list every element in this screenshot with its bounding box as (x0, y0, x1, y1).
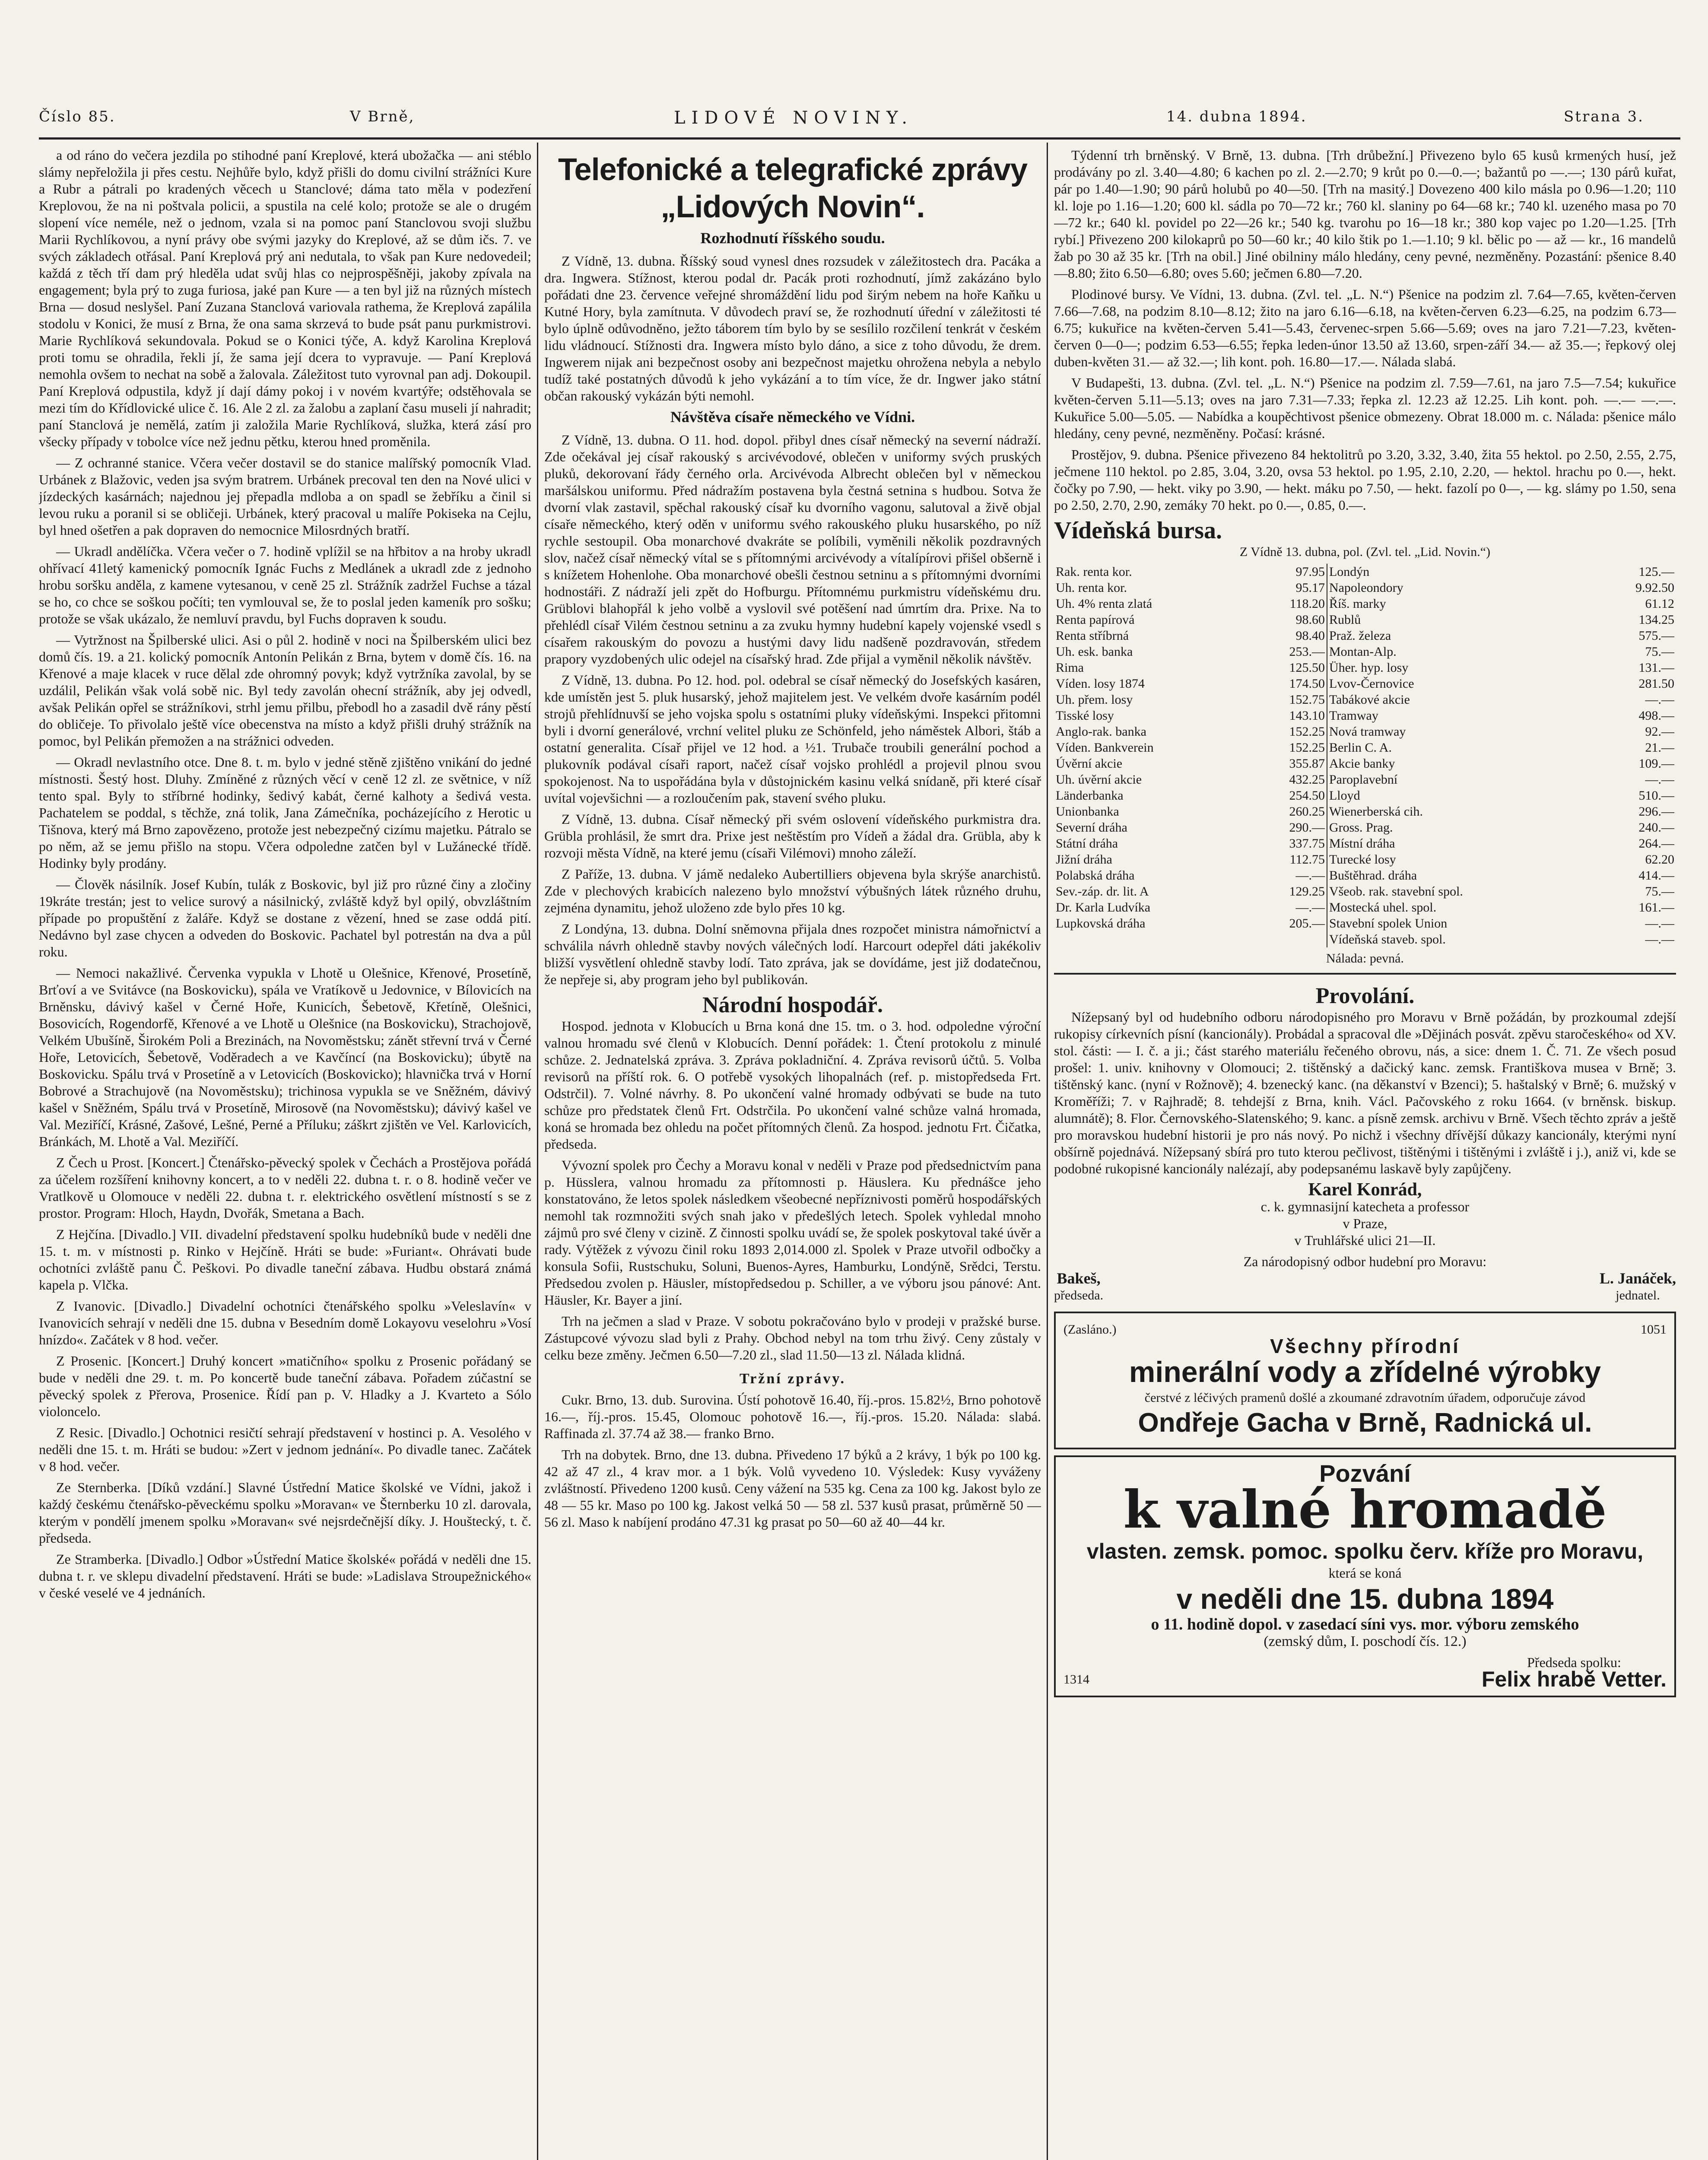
security-name: Stavební spolek Union (1329, 916, 1448, 931)
advert-label: (Zasláno.) (1064, 1322, 1117, 1337)
security-name: Montan-Alp. (1329, 645, 1397, 659)
table-row (1054, 915, 1676, 931)
table-row (1054, 851, 1676, 867)
security-price: 98.60 (1251, 612, 1327, 628)
table-row (1054, 931, 1676, 947)
table-row (1054, 612, 1676, 628)
security-price: 290.— (1251, 820, 1327, 835)
security-name: Tramway (1329, 708, 1378, 723)
security-price: 498.— (1638, 708, 1674, 723)
security-price: 264.— (1638, 836, 1674, 851)
article-paragraph: Plodinové bursy. Ve Vídni, 13. dubna. (Zvl. tel. „L. N.“) Pšenice na podzim zl. 7.64—7.65, květen-červen 7.66—7.68, na podzim 8.10—8.12; žito na jaro 6.16—6.18, na květen-červen 6.23—6.25, na podzim 6.73—6.75; kukuřice na květen-červen 5.41—5.43, červenec-srpen 5.66—5.69; oves na jaro 7.21—7.23, květen-červen 0—0—; podzim 6.53—6.55; řepka leden-únor 13.50 až 13.60, srpen-září 34.— až 35.—; řepkový olej duben-květen 31.— až 32.—; lih kont. poh. 16.80—17.—. Nálada slabá. (1054, 286, 1676, 369)
article-paragraph: Z Paříže, 13. dubna. V jámě nedaleko Aubertilliers objevena byla skrýše anarchistů. Zde v plechových krabicích nalezeno bylo množství výbušných látek různého druhu, zejména dynamitu, jehož uloženo zde bylo přes 10 kg. (544, 866, 1041, 915)
table-row (1054, 756, 1676, 772)
signature-role: c. k. gymnasijní katecheta a professor (1260, 1199, 1470, 1214)
article-paragraph: Z Ivanovic. [Divadlo.] Divadelní ochotníci čtenářského spolku »Veleslavín« v Ivanovicích sehrají v neděli dne 15. dubna v Besedním domě Lokayovu veselohru »Vosí hnízdo«. Začátek v 8 hod. večer. (39, 1298, 531, 1347)
article-paragraph: Z Prosenic. [Koncert.] Druhý koncert »matičního« spolku z Prosenic pořádaný se bude v neděli dne 29. t. m. Po koncertě bude taneční zábava. Pořadem zúčastní se pěvecký spolek z Přerova, Prosenice. Řídí pan p. V. Hladky a J. Kvarteto a Sólo violoncelo. (39, 1353, 531, 1419)
security-name: Turecké losy (1329, 852, 1396, 867)
article-paragraph: Z Resic. [Divadlo.] Ochotnici resičtí sehrají představení v hostinci p. A. Vesolého v neděli dne 15. t. m. Hráti se budou: »Zert v jednom jednání«. Po divadle tanec. Začátek v 8 hod. večer. (39, 1425, 531, 1474)
table-row (1054, 692, 1676, 708)
table-row (1054, 724, 1676, 740)
article-paragraph: — Nemoci nakažlivé. Červenka vypukla v Lhotě u Olešnice, Křenové, Prosetíně, Brťoví a ve Svitávce (na Boskovicku), spála ve Vratíkově u Jedovnice, v Bílovicích na Brněnsku, dávivý kašel v Černé Hoře, Kunicích, Šebetově, Křetíně, Olešnici, Bosovicích, Rogendorfě, Křenové a ve Lhotě u Olešnice (na Boskovicku), Strachojově, Velkém Ubušíně, Širokém Poli a Brezinách, na Novoměstsku; zánět střevní trvá v Černé Hoře, Letovicích, Šebetově, Voděradech a ve Kavčíncí (na Boskovicku); úbytě na Boskovicku. Spálu trvá v Prosetíně a v Letovicích (Boskovicko); hlavnička trvá v Horní Bobrové a Strachujově (na Novoměstsku); trichinosa vypukla se ve Sněžném, dávivý kašel v Sněžném, Spálu trvá v Prosetíně, Mirosově (na Novoměstsku); dávivý kašel ve Val. Meziříčí, Krásné, Zašové, Lešné, Perné a Příluku; záškrt zjištěn ve Vel. Karlovicích, Bránkách, M. Lhotě a Val. Meziříčí. (39, 965, 531, 1149)
security-name: Úvěrní akcie (1056, 756, 1123, 771)
advert-line: vlasten. zemsk. pomoc. spolku červ. kříže pro Moravu, (1086, 1539, 1644, 1563)
security-price: 253.— (1251, 644, 1327, 660)
security-price: 152.25 (1251, 724, 1327, 740)
article-paragraph: Ze Sternberka. [Díků vzdání.] Slavné Ústřední Matice školské ve Vídni, jakož i každý českému čtenářsko-pěveckému spolku »Moravan« ve Šternberku 10 zl. darovala, kterým v pondělí jmenem spolku »Moravan« své nejsrdečnější díky. J. Houštecký, t. č. předseda. (39, 1480, 531, 1546)
security-name: Sev.-záp. dr. lit. A (1056, 884, 1149, 899)
signature-right-role: jednatel. (1616, 1288, 1660, 1302)
security-name: Gross. Prag. (1329, 820, 1393, 835)
security-name: Üher. hyp. losy (1329, 661, 1409, 675)
table-row (1054, 804, 1676, 820)
article-paragraph: Vývozní spolek pro Čechy a Moravu konal v neděli v Praze pod předsednictvím pana p. Hüsslera, valnou hromadu za přítomnosti p. Häuslera. Ku přednášce jeho konstatováno, že letos spolek následkem všeobecné nepříznivosti poměrů hospodářských nemohl tak rozmnožiti svých snah jako v předešlých letech. Spolek vyhledal mnoho zájmů pro své členy v cizině. Z činnosti spolku uvádí se, že spolek poskytoval také úvěr a rady. Výtěžek z vývozu činil roku 1893 2,014.000 zl. Spolek v Praze utvořil odbočky a konsula Sofii, Rustschuku, Soluni, Buenos-Ayres, Hamburku, Londýně, Srědci, Terstu. Předsedou zvolen p. Häusler, místopředsedou p. Schiller, a ve výboru jsou pánové: Ant. Häusler, Kr. Bayer a jiní. (544, 1157, 1041, 1308)
security-name: Uh. 4% renta zlatá (1056, 597, 1152, 611)
table-row (1054, 899, 1676, 915)
security-name: Uh. úvěrní akcie (1056, 772, 1142, 787)
security-price: 260.25 (1251, 804, 1327, 820)
security-price: 152.25 (1251, 740, 1327, 756)
security-name: Paroplavební (1329, 772, 1398, 787)
security-name: Buštěhrad. dráha (1329, 868, 1417, 883)
article-paragraph: — Člověk násilník. Josef Kubín, tulák z Boskovic, byl již pro různé činy a zločiny 19kráte trestán; jest to velice surový a násilnický, zvláště když byl opilý, obvzláštním případe po propuštění z žaláře. Když se dostane z vězení, hned se zase oddá pití. Nedávno byl zase chycen a odveden do Boskovic. Pachatel byl potrestán na dva a půl roku. (39, 877, 531, 959)
security-price: 129.25 (1251, 883, 1327, 899)
issue-date: 14. dubna 1894. (1166, 108, 1307, 125)
security-price: 97.95 (1251, 564, 1327, 580)
security-price: 21.— (1645, 740, 1674, 755)
security-price: 61.12 (1645, 597, 1674, 611)
security-price: 414.— (1638, 868, 1674, 883)
article-paragraph: Trh na dobytek. Brno, dne 13. dubna. Přivedeno 17 býků a 2 krávy, 1 býk po 100 kg. 42 až 47 zl., 4 krav mor. a 1 býk. Volů vyvedeno 10. Výsledek: Kusy vyváženy zvláštností. Přivedeno 1200 kusů. Ceny vážení na 535 kg. Cena za 100 kg. Jakost bylo ze 48 — 55 kr. Maso po 100 kg. Jakost velká 50 — 58 zl. 537 kusů prasat, průměrně 50 — 56 zl. Maso k nabíjení prodáno 47.31 kg prasat po 50—60 až 40—44 kr. (544, 1447, 1041, 1530)
security-price: 152.75 (1251, 692, 1327, 708)
advert-number: 1314 (1064, 1672, 1089, 1687)
proclamation (1054, 973, 1676, 1304)
advert-line: o 11. hodině dopol. v zasedací síni vys. mor. výboru zemského (1151, 1615, 1579, 1633)
advert-line: čerstvé z léčivých pramenů došlé a zkoumané zdravotním úřadem, odporučuje závod (1144, 1391, 1586, 1405)
table-row (1054, 564, 1676, 580)
masthead: LIDOVÉ NOVINY. (674, 108, 914, 128)
article-paragraph: — Vytržnost na Špilberské ulici. Asi o půl 2. hodině v noci na Špilberském ulici bez domů čís. 19. a 21. kolický pomocník Antonín Pelikán z Brna, bytem v domě čís. 16. na Křenové a maje klacek v ruce dělal zde ohromný povyk; když vytržníka zavolal, by se uzdálil, Pelikán však volá sobě nic. Byl tedy zavolán ohecní strážník, aby jej odvedl, avšak Pelikán opřel se strážníkovi, strhl jemu přilbu, přebodl ho a zasadil dvě rány pěstí do obličeje. To přivolalo ještě více obecenstva na místo a když přišli druhý strážník na pomoc, byl Pelikán přemožen a na strážnici odveden. (39, 632, 531, 749)
advert-invitation (1054, 1455, 1676, 1697)
advert-line: minerální vody a zřídelné výrobky (1129, 1356, 1601, 1388)
advert-line: Všechny přírodní (1270, 1335, 1460, 1357)
signature-left-role: předseda. (1054, 1288, 1104, 1302)
security-name: Říš. marky (1329, 597, 1386, 611)
table-row (1054, 867, 1676, 883)
city-dateline: V Brně, (350, 108, 415, 125)
security-price: 109.— (1638, 756, 1674, 771)
security-name (1054, 931, 1251, 947)
security-name: Státní dráha (1056, 836, 1118, 851)
article-paragraph: Týdenní trh brněnský. V Brně, 13. dubna. [Trh drůbežní.] Přivezeno bylo 65 kusů krmených husí, jež prodávány po zl. 3.40—4.80; 6 kachen po zl. 2.—2.70; 9 krůt po 0.—0.—; bažantů po —.—; 130 párů kuřat, pár po 1.40—1.90; 90 párů holubů po 40—50. [Trh na masitý.] Dovezeno 400 kilo másla po 0.96—1.20; 110 kl. loje po 1.16—1.20; 600 kl. sádla po 70—72 kr.; 760 kl. slaniny po 64—68 kr.; 740 kl. uzeného masa po 70—72 kr.; 640 kl. povidel po 22—26 kr.; 540 kg. tvarohu po 16—18 kr.; 380 kop vajec po 1.20—1.25. [Trh rybí.] Přivezeno 200 kilokaprů po 50—60 kr.; 40 kilo štik po 1.—1.10; 9 kl. bělic po — až — kr., 16 mandelů žab po 30 až 35 kr. [Trh na obil.] Jiné obilniny málo hledány, ceny pevné, nezměněny. Pozastání: pšenice 8.40—8.80; žito 6.50—6.80; oves 5.60; ječmen 6.80—7.20. (1054, 147, 1676, 281)
security-name: Uh. renta kor. (1056, 581, 1127, 595)
article-paragraph: Z Vídně, 13. dubna. Říšský soud vynesl dnes rozsudek v záležitostech dra. Pacáka a dra. Ingwera. Stížnost, kterou podal dr. Pacák proti rozhodnutí, jímž zakázáno bylo pořádati dne 23. července veřejné shromáždění lidu pod širým nebem na hoře Kaňku u Kutné Hory, byla zamítnuta. V důvodech praví se, že rozhodnutí úřední v záležitosti té bylo úplně odůvodněno, ježto táborem tím bylo by se sesílilo rozčilení tenkrát v českém lidu vládnoucí. Stížnosti dra. Ingwera místo bylo dáno, a sice z toho důvodu, že drem. Ingwerem nijak ani bezpečnost osoby ani bezpečnost majetku ohrožena nebyla a nebylo tudíž také postatných důvodů k jeho vykázání a to tím více, že dr. Ingwer jako státní občan rakouský vykázán býti nemohl. (544, 253, 1041, 403)
security-name: Víden. Bankverein (1056, 740, 1154, 755)
security-price: 240.— (1638, 820, 1674, 835)
security-name: Uh. esk. banka (1056, 645, 1133, 659)
table-row (1054, 580, 1676, 596)
advert-line: Pozvání (1319, 1460, 1411, 1487)
security-name: Napoleondory (1329, 581, 1403, 595)
security-price: 575.— (1638, 629, 1674, 643)
table-row (1054, 835, 1676, 851)
proclamation-text: Nížepsaný byl od hudebního odboru národopisného pro Moravu v Brně požádán, by prozkoumal zdejší rukopisy církevních písní (kancionály). Probádal a spracoval dle »Dějinách posvát. zpěvu staročeského« od XV. stol. části: — I. č. a ji.; část starého materiálu řečeného obrovu, nás, a sice: dnem 1. Č. 71. Ze všech posud prošel: 1. univ. knihovny v Olomouci; 2. tištěnský a dačický kanc. zemsk. Františkova musea v Brně; 3. tištěnský kanc. (nyní v Rožnově); 4. bzenecký kanc. (na děkanství v Bzenci); 5. haštalský v Brně; 6. mužský v Kroměříži; 7. v Rajhradě; 8. tehdejší z Brna, knih. Václ. Pačovského z roku 1664. (v brněnsk. biskup. alumnátě); 8. Flor. Černovského-Slatenského; 9. kanc. a písně zemsk. archivu v Brně. Všech těchto zpráv a ještě pro moravskou hudební historii je pro nás nový. Po nichž i všechny dřívější důkazy kancionály, kterými nyní obšírně pojednává. Nížepsaný sbírá pro tuto kterou pečlivost, tištěnými i tištěnými i zvláště i j.), aniž vi, kde se podobné rukopisné kancionály nalézají, aby podepsanému laskavě byly zapůjčeny. (1054, 1009, 1676, 1176)
advert-line: k valné hromadě (1123, 1479, 1607, 1540)
article-paragraph: — Z ochranné stanice. Včera večer dostavil se do stanice malířský pomocník Vlad. Urbánek z Blažovic, veden jsa svým bratrem. Urbánek precoval ten den na Nové ulici v jízdeckých kasárnách; najednou jej přepadla mdloba a on spadl se žebříku a činil si levou ruku a poranil si se obličeji. Urbánek, který pracoval u malíře Pokiseka na Cejlu, byl hned ošetřen a pak dopraven do nemocnice Milosrdných bratří. (39, 455, 531, 538)
security-price: —.— (1645, 932, 1674, 947)
security-name: Berlin C. A. (1329, 740, 1392, 755)
security-price: 98.40 (1251, 628, 1327, 644)
section-subtitle: Rozhodnutí říšského soudu. (700, 229, 885, 247)
signature-address: v Truhlářské ulici 21—II. (1294, 1232, 1436, 1248)
article-paragraph: Z Vídně, 13. dubna. Po 12. hod. pol. odebral se císař německý do Josefských kasáren, kde umístěn jest 5. pluk husarský, jehož majitelem jest. Ve velkém dvoře kasárním podél strojů přehlídnuvší se jeho vojska spolu s ostatními pluky vídeňskými. Inspekci přitomni byli i dvorní generálové, vrchní velitel pluku ze Schönfeld, jeho náměstek Albori, štáb a ostatní generalita. Císař přijel ve 12 hod. a ½1. Trubače troubili generální pochod a plukovník podával císaři raport, načež císař vojsko prohlédl a projevil plnou svou spokojenost. Na to uspořádána byla v důstojnickém kasinu velká snídaně, při které císař uvítal vojevšichni — a rozloučením pak, stavení svého pluku. (544, 672, 1041, 806)
advert-line: v neděli dne 15. dubna 1894 (1176, 1583, 1554, 1615)
signature-place: v Praze, (1343, 1216, 1387, 1231)
issue-number: Číslo 85. (39, 108, 116, 125)
security-name: Místní dráha (1329, 836, 1395, 851)
table-row (1054, 788, 1676, 804)
signature-for: Za národopisný odbor hudební pro Moravu: (1243, 1254, 1487, 1269)
security-price: —.— (1251, 899, 1327, 915)
security-name: Akcie banky (1329, 756, 1395, 771)
article-paragraph: Z Londýna, 13. dubna. Dolní sněmovna přijala dnes rozpočet ministra námořnictví a schválila návrh ohledně stavby nových válečných lodí. Harcourt odepřel dáti jakékoliv bližší vysvětlení ohledně stavby lodí. Tato zpráva, jak se dovídáme, jest již dodatečnou, že nepřeje si, aby program jeho byl publikován. (544, 921, 1041, 987)
article-paragraph: Z Vídně, 13. dubna. O 11. hod. dopol. přibyl dnes císař německý na severní nádraží. Zde očekával jej císař rakouský s arcivévodové, oblečen v uniformy svých pruských pluků, dekorovaní řády černého orla. Arcivévoda Albrecht oblečen byl v německou maršálskou uniformu. Před nádražím postavena byla čestná setnina s hudbou. Sotva že dvorní vlak zastavil, spěchal rakouský císař ku dvorního vagonu, salutoval a živě objal císaře německého, který oděn v uniformu svého rakouského pluku husarského, po níž rychle sestoupil. Oba monarchové dvakráte se políbili, vyměnili několik pozdravných slov, načež císař německý vítal se s přítomnými arcivévody a vítalípírovi přišel obšerně i s knížetem Hohenlohe. Oba monarchové obešli čestnou setninu a s přítomnými dvorními hodnostáři. Z nádraží jeli zpět do Hofburgu. Přítomnému purkmistru vídeňskému dru. Grüblovi blahopřál k jeho volbě a vyslovil své potěšení nad úmrtím dra. Prixe. Na to přehlédl císař Vilém čestnou setninu a za zvuku hymny hudební kapely vojenské vsedl s císařem rakouským do povozu a hustými davy lidu nadšeně pozdravován, středem prapory vyzdobených ulic odejel na císařský hrad. Zde přijal a vyměnil několik návštěv. (544, 432, 1041, 667)
column-markets-ads (1054, 147, 1676, 2160)
security-name: Länderbanka (1056, 788, 1124, 803)
security-name: Lloyd (1329, 788, 1360, 803)
article-paragraph: Ze Stramberka. [Divadlo.] Odbor »Ústřední Matice školské« pořádá v neděli dne 15. dubna t. r. ve sklepu divadelní představení. Hráti se bude: »Ladislava Stroupežnického« v české veselé ve 4 jednáních. (39, 1551, 531, 1601)
column-telegraph (544, 147, 1041, 2160)
security-name: Anglo-rak. banka (1056, 724, 1146, 739)
security-name: Rublů (1329, 613, 1361, 627)
bursa-subtitle: Z Vídně 13. dubna, pol. (Zvl. tel. „Lid. Novin.“) (1239, 545, 1491, 559)
column-rule-2 (1047, 143, 1048, 2160)
security-price: —.— (1645, 692, 1674, 707)
table-row (1054, 883, 1676, 899)
table-row (1054, 708, 1676, 724)
signature-left-name: Bakeš, (1057, 1270, 1101, 1287)
security-name: Vídeňská staveb. spol. (1329, 932, 1446, 947)
security-price: 95.17 (1251, 580, 1327, 596)
security-name: Nová tramway (1329, 724, 1406, 739)
security-name: Tisské losy (1056, 708, 1114, 723)
security-name: Mostecká uhel. spol. (1329, 900, 1437, 915)
signature-role: Předseda spolku: (1527, 1655, 1621, 1670)
signature-name: Felix hrabě Vetter. (1482, 1667, 1667, 1691)
security-price: 125.— (1638, 565, 1674, 579)
table-row (1054, 628, 1676, 644)
security-price: —.— (1251, 867, 1327, 883)
bursa-mood: Nálada: pevná. (1326, 951, 1404, 966)
section-subtitle: Návštěva císaře německého ve Vídni. (670, 408, 915, 426)
signature-row (1054, 1270, 1676, 1304)
header-rule (39, 137, 1680, 140)
article-paragraph: Hospod. jednota v Klobucích u Brna koná dne 15. tm. o 3. hod. odpoledne výroční valnou hromadu své členů v Klobucích. Denní pořádek: 1. Čtení protokolu z minulé schůze. 2. Jednatelská zpráva. 3. Zpráva pokladniční. 4. Zpráva revisorů účtů. 5. Volba revisorů na příští rok. 6. O potřebě vysokých lihopalnách (ref. p. mistopředseda Frt. Odstrčil). 7. Volné návrhy. 8. Po ukončení valné hromady odbývati se bude na tuto schůze pro předstatek členů Frt. Odstrčila. Po ukončení valné schůze valná hromada, koná se hromada bez ohledu na počet přítomných členů. Za hospod. jednotu Frt. Čičatka, předseda. (544, 1018, 1041, 1152)
security-name: Wienerberská cih. (1329, 804, 1423, 819)
advert-line: Ondřeje Gacha v Brně, Radnická ul. (1138, 1408, 1592, 1438)
table-row (1054, 676, 1676, 692)
security-price: —.— (1645, 772, 1674, 787)
security-name: Rima (1056, 661, 1084, 675)
article-paragraph: V Budapešti, 13. dubna. (Zvl. tel. „L. N.“) Pšenice na podzim zl. 7.59—7.61, na jaro 7.5—7.54; kukuřice květen-červen 5.11—5.13; oves na jaro 7.31—7.33; řepka zl. 12.23 až 12.25. Lih kont. poh. —.— —.—. Kukuřice 5.00—5.05. — Nabídka a koupěchtivost pšenice obmezeny. Obrat 18.000 m. c. Nálada: pšenice málo hledány, ceny pevné, nezměněny. Počasí: krásné. (1054, 375, 1676, 441)
article-paragraph: Prostějov, 9. dubna. Pšenice přivezeno 84 hektolitrů po 3.20, 3.32, 3.40, žita 55 hektol. po 2.50, 2.55, 2.75, ječmene 110 hektol. po 2.85, 3.04, 3.20, ovsa 53 hektol. po 1.95, 2.10, 2.20, — hektol. hrachu po 0.—, hekt. čočky po 7.90, — hekt. viky po 3.90, — hekt. máku po 7.50, — hekt. fazolí po 0—, — kg. slámy po 1.50, sena po 2.50, 2.70, 2.90, zemáky 70 hekt. po 0.—, 0.85, 0.—. (1054, 447, 1676, 513)
security-name: Praž. železa (1329, 629, 1391, 643)
table-row (1054, 660, 1676, 676)
article-paragraph: — Okradl nevlastního otce. Dne 8. t. m. bylo v jedné stěně zjištěno vnikání do jedné místnosti. Šestý host. Dluhy. Zmíněné z různých věcí v ceně 12 zl. ze světnice, v níž tento spal. Byly to stříbrné hodinky, šedivý kabát, černé kalhoty a šedivá vesta. Pachatelem se poddal, s těchže, zná tolik, Jana Zámečníka, pocházejícího z Herotic u Tišnova, který má Brno zapovězeno, protože jest nebezpečný cizímu majetku. Pátralo se po něm, až se jemu přišlo na stopu. Včera odpoledne zatčen byl v Lužánecké třídě. Hodinky byly prodány. (39, 754, 531, 871)
security-name: Tabákové akcie (1329, 692, 1410, 707)
security-price: 296.— (1638, 804, 1674, 819)
security-price: 254.50 (1251, 788, 1327, 804)
security-price: 92.— (1645, 724, 1674, 739)
security-name: Dr. Karla Ludvíka (1056, 900, 1151, 915)
column-local-news (39, 147, 531, 2160)
security-price: 75.— (1645, 645, 1674, 659)
security-name: Renta papírová (1056, 613, 1135, 627)
bursa-title: Vídeňská bursa. (1054, 517, 1222, 544)
security-name: Víden. losy 1874 (1056, 677, 1145, 691)
telegraph-title: Telefonické a telegrafické zprávy „Lidových Novin“. (558, 152, 1028, 224)
security-price: 281.50 (1638, 677, 1674, 691)
security-price: 131.— (1638, 661, 1674, 675)
security-name: Londýn (1329, 565, 1370, 579)
security-name: Lupkovská dráha (1056, 916, 1146, 931)
security-price: 205.— (1251, 915, 1327, 931)
proclamation-title: Provolání. (1315, 984, 1415, 1008)
security-price: 75.— (1645, 884, 1674, 899)
article-paragraph: a od ráno do večera jezdila po stihodné paní Kreplové, která ubožačka — ani stéblo slámy nepřeložila ji přes cestu. Nejhůře bylo, když přišli do domu civilní strážníci Kure a Rubr a pátrali po kradených věcech u Stanclové; dáma tato měla v podezření Kreplovou, že na ni poštvala policii, a spustila na celé kolo; protože se ale o drugém slopení více neméle, než o jednom, vzala si na pomoc paní Stanclovou svoji službu Marii Rychlíkovou, a nyní právy obe svými jazyky do Kreplové, až se dům ičs. 7. ve svých základech otřásal. Paní Kreplová prý ani nedutala, to však pan Kure nedovedeil; každá z těch tří dam prý hleděla udat svůj hlas co nejprospěšněji, jakoby zpívala na engagement; byla prý to zuga furiosa, jaké pan Kure — a ten byl již na různých místech Brna — dosud neslyšel. Paní Zuzana Stanclová variovala rathema, že Kreplová zapálila stodolu v Konici, že musí z Brna, že ona sama skrzevá to bude psát panu purkmistrovi. Marie Rychlíková sekundovala. Pokud se o Konici týče, A. když Karolina Kreplová proti tomu se ohradila, řekli jí, že sama její dcera to vypravuje. — Paní Kreplová nemohla ovšem to nechat na sobě a žalovala. Záležitost tuto vyrovnal pan adj. Dokoupil. Paní Kreplová odpustila, když jí dají dámy pokoj i v novém kvartýře; odstěhovala se mezi tím do Křídlovické ulice č. 16. Ale 2 zl. za žalobu a zaplaní času museli jí nahradit; paní Stanclová je nemělá, zatím ji založila Marie Rychlíková, služka, která zásí pro všecky případy v tobolce více než jednu pětku, kterou hned proměnila. (39, 147, 531, 449)
table-row (1054, 596, 1676, 612)
article-paragraph: — Ukradl andělíčka. Včera večer o 7. hodině vplížil se na hřbitov a na hroby ukradl ohřívací 41letý kamenický pomocník Ignác Fuchs z Medlánek a ukradl zde z jednoho hrobu soršku anděla, z kamene vytesanou, v ceně 25 zl. Strážník zadržel Fuchse a tázal se ho, co chce se soškou počíti; ten vymlouval se, že to poslal jeden kameník pro sošku; protože se však ukázalo, že nemluví pravdu, byl Fuchs dopraven k soudu. (39, 543, 531, 626)
table-row (1054, 740, 1676, 756)
article-paragraph: Z Hejčína. [Divadlo.] VII. divadelní představení spolku hudebníků bude v neděli dne 15. t. m. v místnosti p. Rinko v Hejčíně. Hráti se bude: »Furiant«. Ohrávati bude ochotníci zvláště panu Č. Peškovi. Po divadle taneční zábava. Hudbu obstará známá kapela p. Vlčka. (39, 1226, 531, 1293)
article-paragraph: Z Vídně, 13. dubna. Císař německý při svém oslovení vídeňského purkmistra dra. Grübla prohlásil, že smrt dra. Prixe jest neštěstím pro Vídeň a žádal dra. Grübla, aby k rozvoji města Vídně, na které jemu (císaři Vilémovi) mnoho záleží. (544, 811, 1041, 861)
security-name: Uh. přem. losy (1056, 692, 1133, 707)
security-name: Lvov-Černovice (1329, 677, 1414, 691)
security-price: 510.— (1638, 788, 1674, 803)
article-paragraph: Z Čech u Prost. [Koncert.] Čtenářsko-pěvecký spolek v Čechách a Prostějova pořádá za účelem rozšíření knihovny koncert, a to v neděli 22. dubna t. r. o 8. hodině večer ve Vratlkově u Olomouce v neděli 22. dubna t. r. elektrického osvětlení místností s se z prostor. Program: Hloch, Haydn, Dvořák, Smetana a Bach. (39, 1155, 531, 1221)
article-paragraph: Cukr. Brno, 13. dub. Surovina. Ústí pohotově 16.40, říj.-pros. 15.82½, Brno pohotově 16.—, říj.-pros. 15.45, Olomouc pohotově 16.—, říj.-pros. 15.20. Nálada: slabá. Raffinada zl. 37.74 až 38.— franko Brno. (544, 1392, 1041, 1441)
signature-name: Karel Konrád, (1308, 1180, 1422, 1200)
column-rule-1 (537, 143, 538, 2160)
page-number: Strana 3. (1564, 108, 1644, 125)
security-price: 337.75 (1251, 835, 1327, 851)
security-name: Renta stříbrná (1056, 629, 1129, 643)
section-heading-economy: Národní hospodář. (702, 993, 883, 1017)
security-name: Rak. renta kor. (1056, 565, 1132, 579)
table-row (1054, 644, 1676, 660)
security-price: 9.92.50 (1635, 581, 1674, 595)
security-name: Severní dráha (1056, 820, 1127, 835)
security-name: Všeob. rak. stavební spol. (1329, 884, 1463, 899)
security-name: Polabská dráha (1056, 868, 1135, 883)
security-price: 118.20 (1251, 596, 1327, 612)
security-name: Jižní dráha (1056, 852, 1112, 867)
article-paragraph: Trh na ječmen a slad v Praze. V sobotu pokračováno bylo v prodeji v pražské burse. Zástupcové vývozu slad byli z Prahy. Obchod nebyl na tom trhu živý. Ceny zůstaly v celku beze změny. Ječmen 6.50—7.20 zl., slad 11.50—13 zl. Nálada klidná. (544, 1313, 1041, 1363)
bursa-table (1054, 564, 1676, 947)
table-row (1054, 772, 1676, 788)
advert-line: která se koná (1328, 1565, 1402, 1581)
section-heading-market: Tržní zprávy. (740, 1371, 846, 1387)
security-price: 62.20 (1645, 852, 1674, 867)
security-price (1251, 931, 1327, 947)
security-price: —.— (1645, 916, 1674, 931)
security-price: 174.50 (1251, 676, 1327, 692)
advert-line: (zemský dům, I. poschodí čís. 12.) (1264, 1633, 1467, 1649)
security-price: 161.— (1638, 900, 1674, 915)
security-name: Unionbanka (1056, 804, 1119, 819)
security-price: 432.25 (1251, 772, 1327, 788)
advert-number: 1051 (1641, 1322, 1667, 1337)
security-price: 125.50 (1251, 660, 1327, 676)
security-price: 143.10 (1251, 708, 1327, 724)
signature-right-name: L. Janáček, (1599, 1270, 1676, 1287)
security-price: 355.87 (1251, 756, 1327, 772)
security-price: 112.75 (1251, 851, 1327, 867)
security-price: 134.25 (1638, 613, 1674, 627)
advert-mineral-water (1054, 1312, 1676, 1449)
table-row (1054, 820, 1676, 835)
